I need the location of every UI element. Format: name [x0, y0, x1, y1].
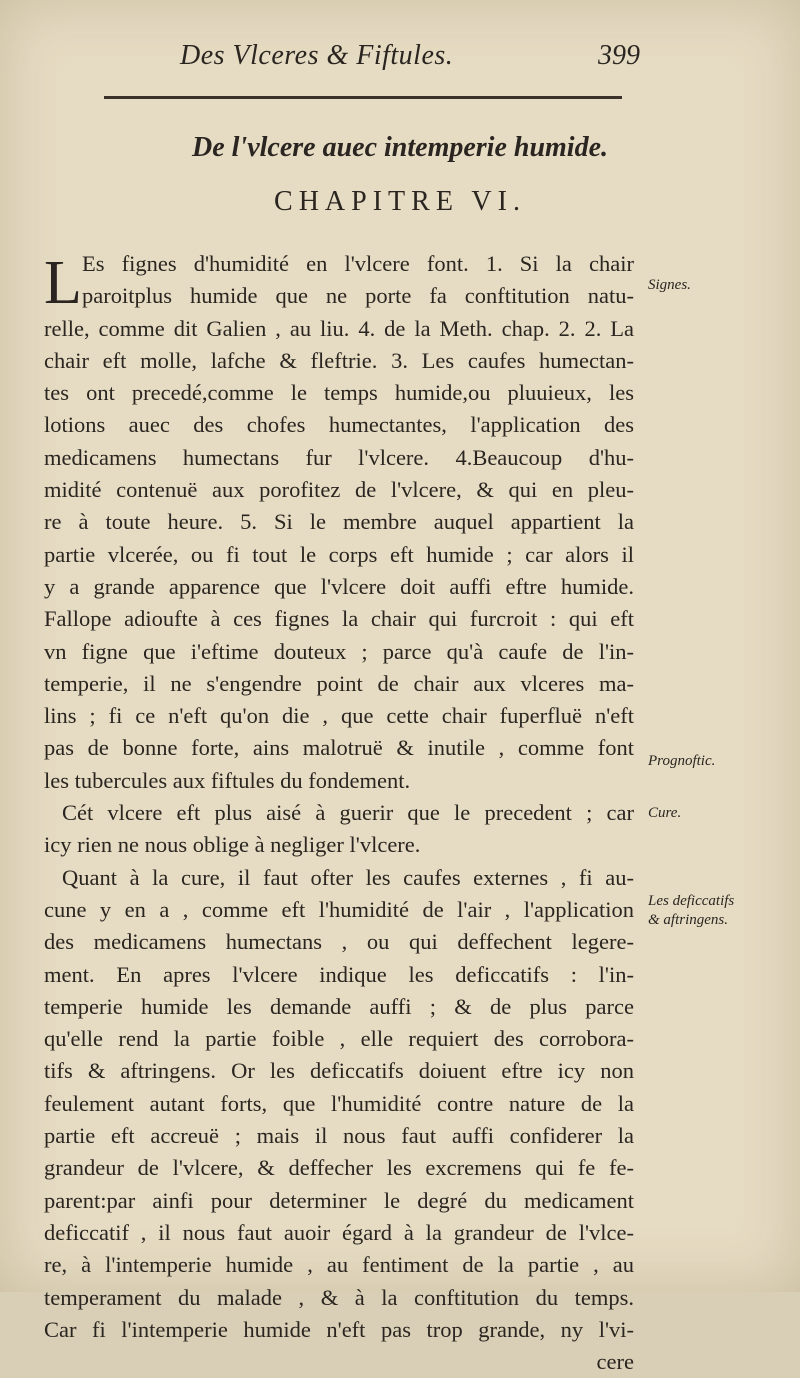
text-line: re, à l'intemperie humide , au fentiment de la partie , au: [44, 1252, 634, 1278]
text-line: partie eft accreuë ; mais il nous faut auffi confiderer la: [44, 1123, 634, 1149]
page-number: 399: [598, 40, 640, 71]
text-line: re à toute heure. 5. Si le membre auquel appartient la: [44, 509, 634, 535]
header-rule: [104, 96, 622, 99]
text-line: ment. En apres l'vlcere indique les deficcatifs : l'in-: [44, 961, 634, 987]
text-line: temperament du malade , & à la conftitution du temps.: [44, 1284, 634, 1310]
catchword: cere: [596, 1349, 634, 1375]
drop-cap: L: [44, 249, 82, 317]
margin-note-signes: Signes.: [648, 277, 691, 293]
text-line: tes ont precedé,comme le temps humide,ou pluuieux, les: [44, 380, 634, 406]
text-line: vn figne que i'eftime douteux ; parce qu'à caufe de l'in-: [44, 638, 634, 664]
running-header: [180, 40, 640, 80]
text-line: Cét vlcere eft plus aisé à guerir que le precedent ; car: [62, 800, 634, 826]
text-line: qu'elle rend la partie foible , elle requiert des corrobora-: [44, 1026, 634, 1052]
margin-note-desiccatifs: Les deficcatifs & aftringens.: [648, 893, 735, 928]
margin-note-prognostic: Prognoftic.: [648, 753, 716, 769]
text-line: medicamens humectans fur l'vlcere. 4.Beaucoup d'hu-: [44, 444, 634, 470]
margin-note-cure: Cure.: [648, 805, 682, 821]
text-line: relle, comme dit Galien , au liu. 4. de la Meth. chap. 2. 2. La: [44, 315, 634, 341]
text-line: Es fignes d'humidité en l'vlcere font. 1. Si la chair: [82, 251, 634, 276]
text-line: pas de bonne forte, ains malotruë & inutile , comme font: [44, 735, 634, 761]
text-line: temperie humide les demande auffi ; & de plus parce: [44, 993, 634, 1019]
body-text: [44, 248, 634, 1378]
text-line: Quant à la cure, il faut ofter les caufes externes , fi au-: [62, 864, 634, 890]
section-title: De l'vlcere auec intemperie humide.: [191, 132, 609, 163]
text-line: des medicamens humectans , ou qui deffechent legere-: [44, 929, 634, 955]
text-line: midité contenuë aux porofitez de l'vlcere, & qui en pleu-: [44, 477, 634, 503]
text-line: deficcatif , il nous faut auoir égard à la grandeur de l'vlce-: [44, 1219, 634, 1245]
text-line: y a grande apparence que l'vlcere doit auffi eftre humide.: [44, 573, 634, 599]
text-line: grandeur de l'vlcere, & deffecher les excremens qui fe fe-: [44, 1155, 634, 1181]
text-line: icy rien ne nous oblige à negliger l'vlcere.: [44, 832, 421, 858]
text-line: les tubercules aux fiftules du fondement.: [44, 767, 411, 793]
text-line: Fallope adioufte à ces fignes la chair qui furcroit : qui eft: [44, 606, 634, 632]
text-line: lins ; fi ce n'eft qu'on die , que cette chair fuperfluë n'eft: [44, 703, 634, 729]
text-line: parent:par ainfi pour determiner le degré du medicament: [44, 1187, 634, 1213]
running-title: Des Vlceres & Fiftules.: [180, 40, 454, 71]
text-line: Car fi l'intemperie humide n'eft pas trop grande, ny l'vi-: [44, 1316, 634, 1342]
chapter-heading: CHAPITRE VI.: [274, 186, 526, 217]
text-line: lotions auec des chofes humectantes, l'application des: [44, 412, 634, 438]
text-line: tifs & aftringens. Or les deficcatifs doiuent eftre icy non: [44, 1058, 634, 1084]
text-line: chair eft molle, lafche & fleftrie. 3. Les caufes humectan-: [44, 347, 634, 373]
text-line: temperie, il ne s'engendre point de chair aux vlceres ma-: [44, 670, 634, 696]
text-line: feulement autant forts, que l'humidité contre nature de la: [44, 1090, 634, 1116]
text-line: paroitplus humide que ne porte fa conftitution natu-: [82, 283, 634, 309]
text-line: partie vlcerée, ou fi tout le corps eft humide ; car alors il: [44, 541, 634, 567]
text-line: cune y en a , comme eft l'humidité de l'air , l'application: [44, 896, 634, 922]
